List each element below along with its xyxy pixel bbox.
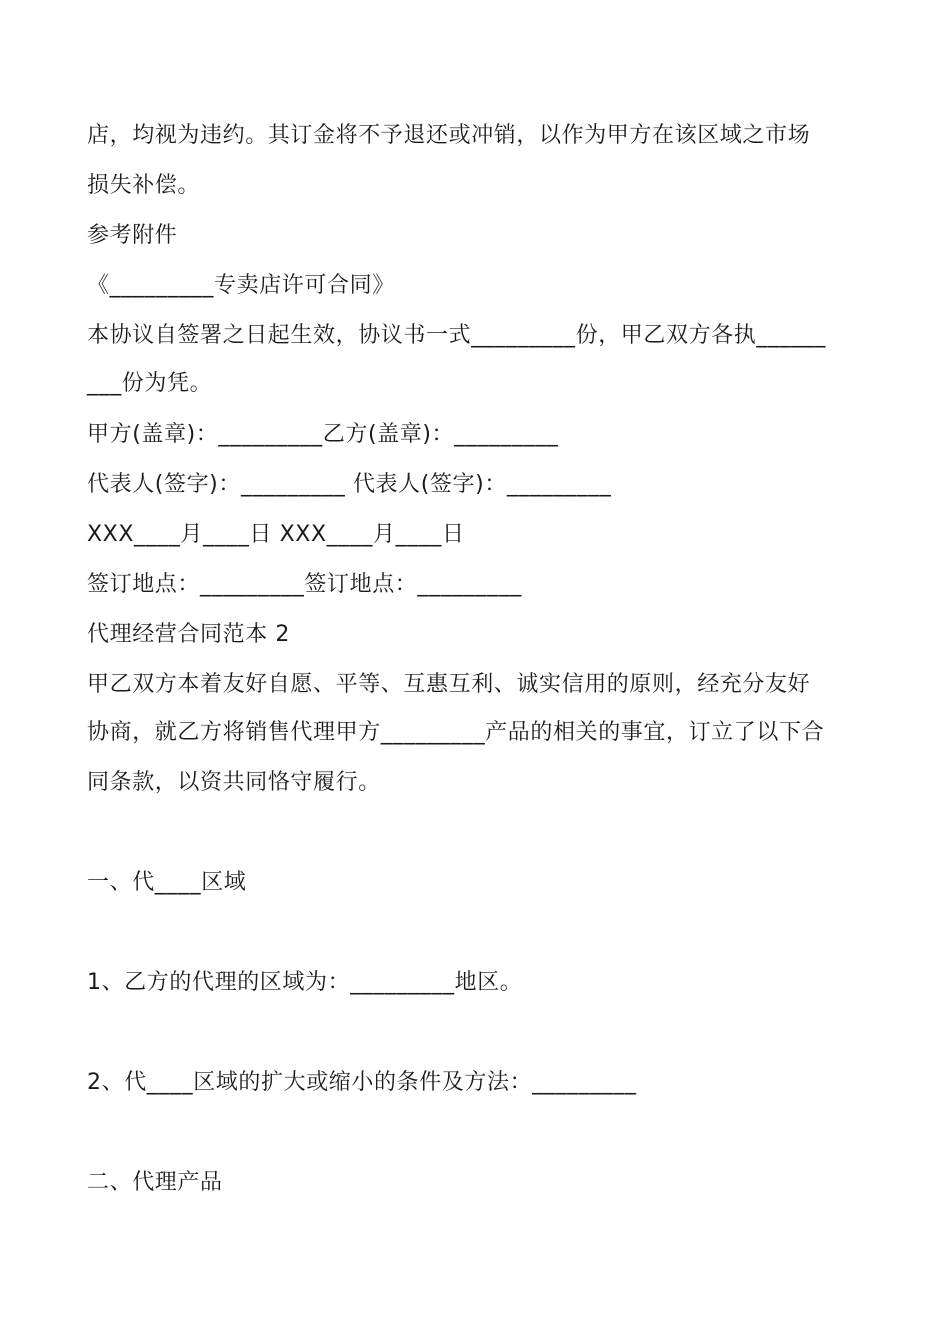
paragraph-line: 店，均视为违约。其订金将不予退还或冲销，以作为甲方在该区域之市场	[87, 123, 811, 148]
document-title: 代理经营合同范本 2	[87, 622, 290, 647]
attachment-title: 《_________专卖店许可合同》	[87, 273, 395, 298]
paragraph-line: 协商，就乙方将销售代理甲方_________产品的相关的事宜，订立了以下合	[87, 720, 825, 745]
clause-heading: 二、代理产品	[87, 1170, 223, 1195]
paragraph-line: ___份为凭。	[87, 371, 213, 396]
paragraph-line: 甲乙双方本着友好自愿、平等、互惠互利、诚实信用的原则，经充分友好	[87, 672, 811, 697]
signature-date-line: XXX____月____日 XXX____月____日	[87, 522, 465, 547]
paragraph-line: 同条款，以资共同恪守履行。	[87, 770, 381, 795]
clause-item: 1、乙方的代理的区域为：_________地区。	[87, 970, 523, 995]
section-heading: 参考附件	[87, 223, 178, 248]
signing-place-line: 签订地点：_________签订地点：_________	[87, 572, 522, 597]
signature-representative-line: 代表人(签字)：_________ 代表人(签字)：_________	[87, 472, 612, 497]
paragraph-line: 本协议自签署之日起生效，协议书一式_________份，甲乙双方各执______	[87, 323, 827, 348]
paragraph-line: 损失补偿。	[87, 173, 201, 198]
signature-seal-line: 甲方(盖章)：_________乙方(盖章)：_________	[87, 422, 559, 447]
clause-item: 2、代____区域的扩大或缩小的条件及方法：_________	[87, 1070, 637, 1095]
clause-heading: 一、代____区域	[87, 870, 247, 895]
